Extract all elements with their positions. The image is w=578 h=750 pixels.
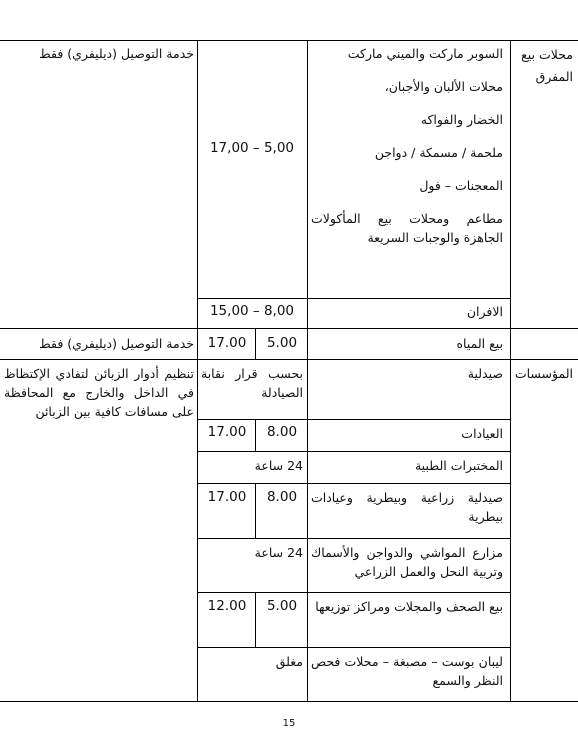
- bakeries-hours: 15,00 – 8,00: [209, 303, 295, 319]
- water-label: بيع المياه: [456, 336, 503, 351]
- farms-label: مزارع المواشي والدواجن والأسماك وتربية النحل والعمل الزراعي: [311, 545, 503, 579]
- closed-label: ليبان بوست – مصبغة – محلات فحص النظر والسمع: [311, 654, 503, 688]
- clinics-to: 17.00: [207, 424, 247, 440]
- vet-from: 8.00: [266, 489, 298, 505]
- press-to: 12.00: [207, 598, 247, 614]
- list-item: المعجنات – فول: [419, 178, 503, 193]
- pharmacy-label: صيدلية: [467, 366, 503, 381]
- vet-to: 17.00: [207, 489, 247, 505]
- labs-label: المختبرات الطبية: [414, 458, 503, 473]
- list-item: الخضار والفواكه: [420, 112, 503, 127]
- category-retail: محلات بيع المفرق: [521, 47, 573, 84]
- retail-hours: 17,00 – 5,00: [209, 140, 295, 156]
- page-number: 15: [282, 718, 296, 729]
- retail-items-list: [311, 44, 503, 261]
- list-item: مطاعم ومحلات بيع المأكولات الجاهزة والوجبات السريعة: [311, 211, 503, 245]
- clinics-label: العيادات: [461, 426, 503, 441]
- institutions-note: تنظيم أدوار الزبائن لتفادي الإكتظاظ في الداخل والخارج مع المحافظة على مسافات كافية بين الزبائن: [4, 366, 194, 419]
- list-item: السوبر ماركت والميني ماركت: [347, 46, 503, 61]
- press-label: بيع الصحف والمجلات ومراكز توزيعها: [315, 599, 503, 614]
- vet-label: صيدلية زراعية وبيطرية وعيادات بيطرية: [311, 490, 503, 524]
- water-to: 17.00: [207, 335, 247, 351]
- labs-hours: 24 ساعة: [254, 458, 303, 473]
- press-from: 5.00: [266, 598, 298, 614]
- list-item: ملحمة / مسمكة / دواجن: [374, 145, 503, 160]
- water-note: خدمة التوصيل (ديليفري) فقط: [39, 336, 194, 351]
- closed-hours: مغلق: [275, 654, 303, 669]
- water-from: 5.00: [266, 335, 298, 351]
- category-institutions: المؤسسات: [514, 366, 573, 381]
- farms-hours: 24 ساعة: [254, 545, 303, 560]
- pharmacy-hours: بحسب قرار نقابة الصيادلة: [201, 366, 303, 400]
- list-item: محلات الألبان والأجبان،: [384, 79, 503, 94]
- clinics-from: 8.00: [266, 424, 298, 440]
- retail-note: خدمة التوصيل (ديليفري) فقط: [39, 46, 194, 61]
- bakeries-label: الافران: [466, 304, 503, 319]
